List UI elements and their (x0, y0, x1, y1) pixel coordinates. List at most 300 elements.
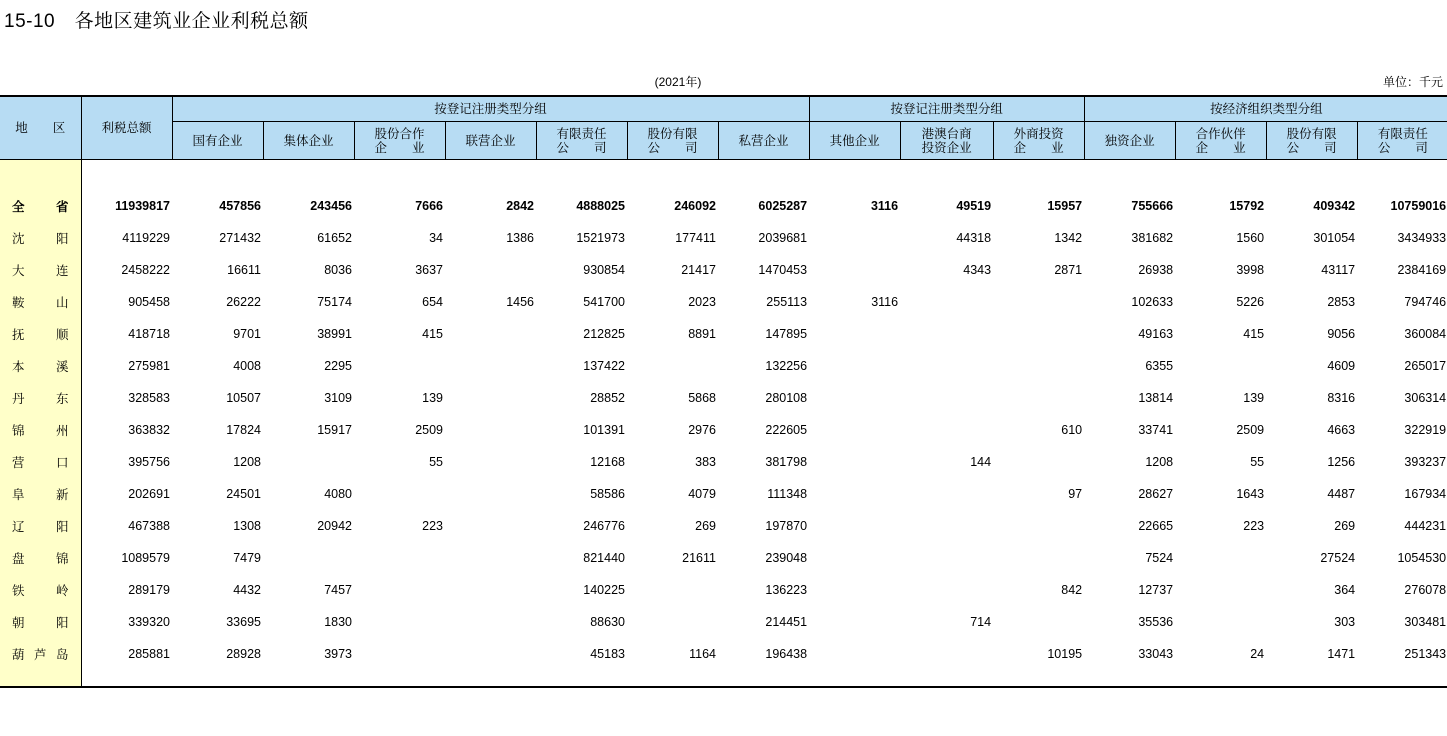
header-col-10 (993, 122, 1084, 160)
value-cell: 44318 (956, 231, 992, 245)
region-name: 锦州 (0, 414, 81, 446)
value-cell: 265017 (1404, 359, 1447, 373)
region-name: 鞍山 (0, 286, 81, 318)
value-cell (1175, 542, 1266, 574)
empty-cell (627, 670, 718, 687)
total-cell: 1089579 (121, 551, 170, 565)
value-cell: 1054530 (1397, 551, 1447, 565)
value-cell: 9701 (233, 327, 261, 341)
value-cell (900, 574, 993, 606)
value-cell (445, 382, 536, 414)
table-row (0, 382, 1447, 414)
value-cell (354, 350, 445, 382)
header-group-3: 按经济组织类型分组 (1084, 96, 1447, 122)
unit-label: 单位：千元 (1382, 75, 1443, 89)
value-cell: 255113 (766, 295, 808, 309)
header-col-label: 公 司 (1286, 140, 1337, 155)
total-cell: 202691 (128, 487, 170, 501)
value-cell: 28928 (226, 647, 261, 661)
total-cell: 363832 (128, 423, 170, 437)
table-row (0, 318, 1447, 350)
value-cell: 1643 (1236, 487, 1265, 501)
header-col-label: 国有企业 (192, 133, 243, 148)
empty-cell (627, 160, 718, 191)
value-cell (445, 318, 536, 350)
header-total-label: 利税总额 (101, 121, 152, 135)
value-cell: 177411 (675, 231, 716, 245)
value-cell: 167934 (1404, 487, 1447, 501)
value-cell: 1456 (506, 295, 534, 309)
header-col-6 (627, 122, 718, 160)
value-cell (900, 350, 993, 382)
value-cell: 10759016 (1390, 199, 1447, 213)
value-cell: 45183 (590, 647, 625, 661)
value-cell: 654 (422, 295, 443, 309)
value-cell: 269 (1334, 519, 1356, 533)
header-col-label: 企 业 (1195, 140, 1246, 155)
value-cell: 10195 (1047, 647, 1083, 661)
value-cell: 38991 (317, 327, 352, 341)
region-name: 丹东 (0, 382, 81, 414)
value-cell: 101391 (583, 423, 625, 437)
value-cell: 55 (1250, 455, 1265, 469)
value-cell (263, 542, 354, 574)
total-cell: 395756 (128, 455, 170, 469)
region-name: 铁岭 (0, 574, 81, 606)
total-cell: 467388 (128, 519, 170, 533)
value-cell: 4079 (688, 487, 716, 501)
region-name: 阜新 (0, 478, 81, 510)
header-col-label: 集体企业 (283, 133, 334, 148)
value-cell (900, 382, 993, 414)
value-cell (900, 510, 993, 542)
region-name: 沈阳 (0, 222, 81, 254)
empty-cell (993, 670, 1084, 687)
value-cell (993, 446, 1084, 478)
header-col-label: 公 司 (556, 140, 607, 155)
table-row (0, 190, 1447, 222)
value-cell: 3434933 (1397, 231, 1447, 245)
header-col-label: 外商投资 (1013, 126, 1064, 141)
tail-row (0, 670, 1447, 687)
value-cell: 1471 (1327, 647, 1356, 661)
value-cell: 75174 (317, 295, 352, 309)
empty-cell (1175, 670, 1266, 687)
value-cell: 3116 (871, 295, 899, 309)
header-col-11 (1084, 122, 1175, 160)
region-name: 葫芦岛 (0, 638, 81, 670)
empty-cell (263, 670, 354, 687)
value-cell: 7666 (415, 199, 443, 213)
header-col-12 (1175, 122, 1266, 160)
value-cell: 2842 (506, 199, 534, 213)
value-cell: 88630 (590, 615, 625, 629)
value-cell: 137422 (583, 359, 625, 373)
value-cell: 6355 (1145, 359, 1174, 373)
value-cell: 457856 (219, 199, 261, 213)
value-cell: 33741 (1138, 423, 1174, 437)
value-cell (900, 638, 993, 670)
header-col-3 (354, 122, 445, 160)
value-cell (900, 414, 993, 446)
value-cell: 49519 (956, 199, 992, 213)
value-cell: 5226 (1236, 295, 1265, 309)
value-cell: 271432 (219, 231, 261, 245)
value-cell: 364 (1334, 583, 1356, 597)
table-row (0, 414, 1447, 446)
value-cell: 61652 (317, 231, 352, 245)
value-cell: 794746 (1404, 295, 1447, 309)
header-total (81, 96, 172, 160)
value-cell: 415 (1243, 327, 1265, 341)
value-cell (993, 606, 1084, 638)
value-cell: 239048 (765, 551, 808, 565)
region-name: 营口 (0, 446, 81, 478)
table-row (0, 574, 1447, 606)
header-col-label: 股份有限 (1286, 126, 1337, 141)
empty-cell (354, 670, 445, 687)
empty-cell (900, 160, 993, 191)
header-col-label: 独资企业 (1104, 133, 1155, 148)
value-cell: 21611 (682, 551, 716, 565)
total-cell: 328583 (128, 391, 170, 405)
table-row (0, 606, 1447, 638)
header-col-label: 其他企业 (829, 133, 880, 148)
value-cell: 1164 (689, 647, 716, 661)
empty-cell (809, 670, 900, 687)
value-cell: 2871 (1054, 263, 1083, 277)
value-cell: 2509 (415, 423, 443, 437)
value-cell: 33043 (1138, 647, 1174, 661)
value-cell: 1308 (233, 519, 261, 533)
header-col-label: 公 司 (1377, 140, 1428, 155)
value-cell: 821440 (583, 551, 625, 565)
header-col-label: 联营企业 (465, 133, 516, 148)
value-cell: 43117 (1321, 263, 1356, 277)
value-cell (809, 446, 900, 478)
empty-cell (0, 670, 81, 687)
value-cell: 20942 (317, 519, 352, 533)
value-cell: 381682 (1131, 231, 1174, 245)
value-cell: 7457 (324, 583, 352, 597)
value-cell (993, 542, 1084, 574)
value-cell: 301054 (1313, 231, 1356, 245)
empty-cell (1357, 670, 1447, 687)
value-cell (809, 478, 900, 510)
value-cell (627, 350, 718, 382)
value-cell (445, 478, 536, 510)
header-col-8 (809, 122, 900, 160)
region-name: 抚顺 (0, 318, 81, 350)
value-cell: 2384169 (1397, 263, 1447, 277)
header-col-label: 合作伙伴 (1195, 126, 1246, 141)
value-cell (445, 638, 536, 670)
value-cell: 444231 (1404, 519, 1447, 533)
empty-cell (1357, 160, 1447, 191)
value-cell: 930854 (583, 263, 625, 277)
value-cell: 197870 (765, 519, 808, 533)
value-cell: 541700 (583, 295, 625, 309)
total-cell: 289179 (128, 583, 170, 597)
value-cell (1175, 574, 1266, 606)
value-cell: 755666 (1131, 199, 1174, 213)
table-row (0, 510, 1447, 542)
table-body (0, 160, 1447, 688)
value-cell: 132256 (765, 359, 808, 373)
value-cell (809, 510, 900, 542)
value-cell: 223 (422, 519, 443, 533)
table-row (0, 446, 1447, 478)
empty-cell (1175, 160, 1266, 191)
value-cell: 8891 (688, 327, 716, 341)
empty-cell (445, 160, 536, 191)
value-cell: 15957 (1047, 199, 1083, 213)
value-cell: 842 (1061, 583, 1083, 597)
value-cell: 269 (695, 519, 716, 533)
empty-cell (172, 160, 263, 191)
value-cell: 243456 (310, 199, 352, 213)
value-cell (445, 606, 536, 638)
region-name: 大连 (0, 254, 81, 286)
value-cell: 17824 (226, 423, 261, 437)
value-cell: 97 (1068, 487, 1083, 501)
header-col-2 (263, 122, 354, 160)
empty-cell (536, 160, 627, 191)
value-cell: 3109 (324, 391, 352, 405)
value-cell: 139 (1243, 391, 1265, 405)
value-cell: 393237 (1404, 455, 1447, 469)
value-cell: 2976 (688, 423, 716, 437)
header-group-2: 按登记注册类型分组 (809, 96, 1084, 122)
value-cell (354, 478, 445, 510)
total-cell: 11939817 (115, 199, 170, 213)
empty-cell (445, 670, 536, 687)
value-cell (445, 446, 536, 478)
value-cell: 415 (422, 327, 443, 341)
header-subcolumns (0, 122, 1447, 160)
value-cell: 212825 (583, 327, 625, 341)
value-cell (809, 574, 900, 606)
table-row (0, 222, 1447, 254)
value-cell: 4487 (1327, 487, 1356, 501)
value-cell: 2509 (1236, 423, 1265, 437)
value-cell: 251343 (1404, 647, 1447, 661)
value-cell (445, 574, 536, 606)
value-cell: 222605 (765, 423, 808, 437)
value-cell: 15792 (1229, 199, 1265, 213)
empty-cell (81, 160, 172, 191)
value-cell (809, 350, 900, 382)
value-cell (1175, 606, 1266, 638)
value-cell (900, 286, 993, 318)
empty-cell (1266, 670, 1357, 687)
value-cell: 4663 (1327, 423, 1356, 437)
value-cell: 102633 (1131, 295, 1174, 309)
value-cell: 147895 (765, 327, 808, 341)
value-cell: 136223 (765, 583, 808, 597)
value-cell: 34 (429, 231, 443, 245)
value-cell: 49163 (1138, 327, 1174, 341)
value-cell: 714 (970, 615, 992, 629)
header-col-label: 企 业 (1013, 140, 1064, 155)
header-col-label: 股份合作 (374, 126, 425, 141)
value-cell: 12737 (1138, 583, 1174, 597)
region-name: 本溪 (0, 350, 81, 382)
value-cell: 303481 (1404, 615, 1447, 629)
value-cell: 306314 (1404, 391, 1447, 405)
value-cell (993, 318, 1084, 350)
value-cell: 140225 (583, 583, 625, 597)
value-cell: 360084 (1404, 327, 1447, 341)
header-col-label: 有限责任 (1377, 126, 1428, 141)
value-cell: 26222 (226, 295, 261, 309)
empty-cell (1084, 160, 1175, 191)
value-cell (809, 382, 900, 414)
header-col-7 (718, 122, 809, 160)
value-cell: 58586 (590, 487, 625, 501)
value-cell: 7479 (233, 551, 261, 565)
value-cell (809, 606, 900, 638)
header-area-label: 地 区 (15, 121, 66, 135)
table-header (0, 96, 1447, 160)
value-cell: 3116 (870, 199, 899, 213)
value-cell (993, 510, 1084, 542)
value-cell: 26938 (1138, 263, 1174, 277)
empty-cell (263, 160, 354, 191)
value-cell (809, 638, 900, 670)
value-cell: 4080 (324, 487, 352, 501)
value-cell (900, 318, 993, 350)
header-col-5 (536, 122, 627, 160)
header-col-label: 有限责任 (556, 126, 607, 141)
value-cell (809, 542, 900, 574)
header-area (0, 96, 81, 160)
header-col-14 (1357, 122, 1447, 160)
empty-cell (536, 670, 627, 687)
region-name: 辽阳 (0, 510, 81, 542)
table-row (0, 286, 1447, 318)
value-cell: 214451 (765, 615, 808, 629)
empty-cell (718, 670, 809, 687)
header-col-label: 企 业 (374, 140, 425, 155)
table-row (0, 350, 1447, 382)
value-cell: 196438 (765, 647, 808, 661)
value-cell: 24501 (226, 487, 261, 501)
value-cell: 15917 (317, 423, 352, 437)
value-cell (809, 222, 900, 254)
value-cell (354, 574, 445, 606)
value-cell (809, 414, 900, 446)
total-cell: 4119229 (122, 231, 170, 245)
value-cell: 3998 (1236, 263, 1265, 277)
value-cell: 381798 (765, 455, 808, 469)
empty-cell (0, 160, 81, 191)
value-cell: 8316 (1327, 391, 1356, 405)
empty-cell (81, 670, 172, 687)
value-cell: 322919 (1404, 423, 1447, 437)
value-cell (354, 638, 445, 670)
value-cell: 12168 (590, 455, 625, 469)
value-cell (445, 254, 536, 286)
empty-cell (718, 160, 809, 191)
value-cell: 1560 (1236, 231, 1265, 245)
value-cell: 2853 (1327, 295, 1356, 309)
table-row (0, 254, 1447, 286)
value-cell: 2039681 (758, 231, 808, 245)
value-cell: 1342 (1054, 231, 1083, 245)
value-cell: 223 (1243, 519, 1265, 533)
page-title: 15-10 各地区建筑业企业利税总额 (4, 11, 309, 32)
total-cell: 339320 (128, 615, 170, 629)
value-cell: 22665 (1138, 519, 1174, 533)
value-cell (445, 542, 536, 574)
value-cell: 409342 (1313, 199, 1356, 213)
value-cell: 10507 (226, 391, 261, 405)
empty-cell (900, 670, 993, 687)
value-cell: 111348 (767, 487, 808, 501)
value-cell: 1208 (1145, 455, 1174, 469)
value-cell: 21417 (681, 263, 716, 277)
header-col-9 (900, 122, 993, 160)
spacer-row (0, 160, 1447, 191)
value-cell: 24 (1250, 647, 1265, 661)
value-cell (900, 542, 993, 574)
value-cell: 27524 (1320, 551, 1356, 565)
empty-cell (172, 670, 263, 687)
region-name: 朝阳 (0, 606, 81, 638)
header-col-label: 私营企业 (738, 133, 789, 148)
value-cell: 13814 (1138, 391, 1174, 405)
value-cell: 276078 (1404, 583, 1447, 597)
value-cell: 246092 (674, 199, 716, 213)
value-cell: 8036 (324, 263, 352, 277)
header-col-13 (1266, 122, 1357, 160)
header-group-1: 按登记注册类型分组 (172, 96, 809, 122)
value-cell (993, 350, 1084, 382)
value-cell: 1256 (1327, 455, 1356, 469)
header-col-label: 股份有限 (647, 126, 698, 141)
value-cell: 4343 (963, 263, 992, 277)
value-cell: 16611 (227, 263, 261, 277)
value-cell: 6025287 (758, 199, 808, 213)
table-row (0, 542, 1447, 574)
value-cell: 610 (1061, 423, 1083, 437)
value-cell: 4432 (233, 583, 261, 597)
value-cell (993, 286, 1084, 318)
value-cell (627, 606, 718, 638)
value-cell: 1386 (506, 231, 534, 245)
value-cell (445, 510, 536, 542)
value-cell: 33695 (226, 615, 261, 629)
value-cell (1175, 350, 1266, 382)
value-cell (809, 318, 900, 350)
value-cell (354, 606, 445, 638)
value-cell: 4888025 (576, 199, 625, 213)
value-cell: 35536 (1138, 615, 1174, 629)
empty-cell (993, 160, 1084, 191)
value-cell: 1830 (324, 615, 352, 629)
value-cell: 2295 (324, 359, 352, 373)
empty-cell (1084, 670, 1175, 687)
value-cell: 28852 (590, 391, 625, 405)
value-cell: 383 (695, 455, 716, 469)
value-cell: 3637 (415, 263, 443, 277)
value-cell: 9056 (1327, 327, 1356, 341)
value-cell: 246776 (583, 519, 625, 533)
value-cell: 4609 (1327, 359, 1356, 373)
value-cell: 2023 (688, 295, 716, 309)
value-cell: 4008 (233, 359, 261, 373)
